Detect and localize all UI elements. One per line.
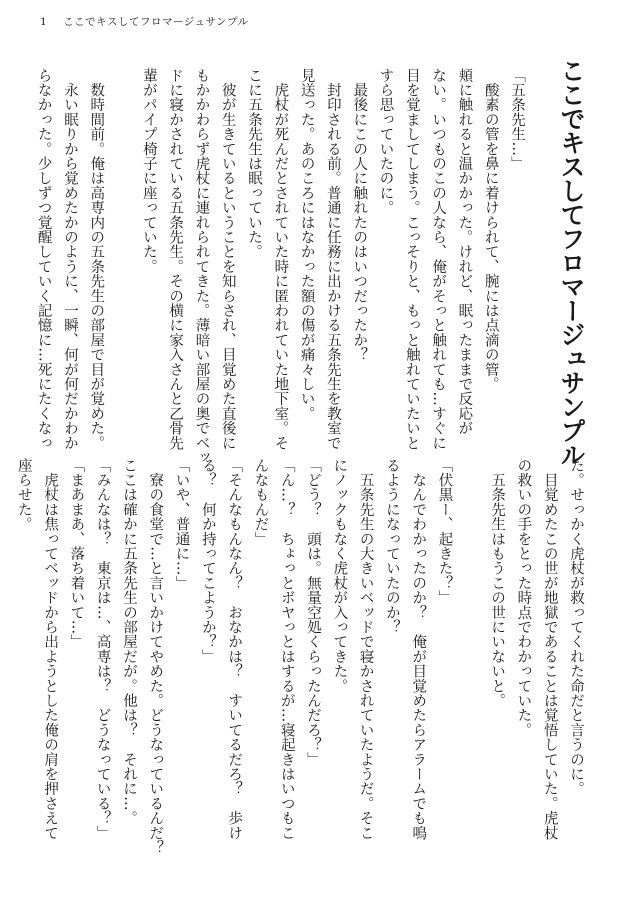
text-line: らなかった。少しずつ覚醒していく記憶に…死にたくなっ <box>35 68 52 451</box>
text-line: 輩がパイプ椅子に座っていた。 <box>140 68 157 274</box>
text-line: るようになっていたのか？ <box>383 458 400 635</box>
text-line: 虎杖が死んだとされていた時に匿われていた地下室。そ <box>272 68 289 451</box>
text-line: んなもんだ」 <box>252 458 269 547</box>
text-line: た。せっかく虎杖が救ってくれた命だと言うのに。 <box>568 458 584 797</box>
text-line: もかかわらず虎杖に連れられてきた。薄暗い部屋の奥でベッ <box>193 68 210 465</box>
text-line: の救いの手をとった時点でわかっていた。 <box>515 458 532 738</box>
text-line: ドに寝かされている五条先生。その横に家入さんと乙骨先 <box>167 68 184 451</box>
text-line: 「みんなは？ 東京は…、高専は？ どうなっている？」 <box>94 458 111 841</box>
text-line: 「そんなもんなん？ おなかは？ すいてるだろ？ 歩け <box>226 458 243 841</box>
text-line: 「ん…？ ちょっとボヤっとはするが…寝起きはいつもこ <box>278 458 295 841</box>
text-line: ない。いつものこの人なら、俺がそっと触れても…すぐに <box>430 68 447 451</box>
text-line: 虎杖は焦ってベッドから出ようとした俺の肩を押さえて <box>42 458 59 841</box>
page-number: 1 <box>40 16 48 28</box>
text-line: 頬に触れると温かかった。けれど、眠ったままで反応が <box>456 68 473 436</box>
text-line: すら思っていたのに。 <box>377 68 394 215</box>
text-line: 数時間前。俺は高専内の五条先生の部屋で目が覚めた。 <box>88 68 105 451</box>
blank-line <box>458 458 484 848</box>
text-line: 目覚めたこの世が地獄であることは覚悟していた。虎杖 <box>541 458 558 841</box>
text-line: 「五条先生…」 <box>509 68 525 171</box>
text-line: 永い眠りから覚めたかのように、一瞬、何が何だかわか <box>61 68 78 451</box>
text-line: こに五条先生は眠っていた。 <box>246 68 263 260</box>
text-line: ここは確かに五条先生の部屋だが。他は？ それに…。 <box>120 458 137 826</box>
text-line: 酸素の管を鼻に着けられて、腕には点滴の管。 <box>482 68 499 392</box>
text-line: 「伏黒ー、起きた？」 <box>436 458 453 605</box>
text-line: 見送った。あのころにはなかった額の傷が痛々しい。 <box>298 68 315 421</box>
text-line: 五条先生はもうこの世にいないと。 <box>489 458 506 708</box>
running-title: ここでキスしてフロマージュサンプル <box>63 16 249 28</box>
text-line: 座らせた。 <box>15 458 32 532</box>
text-line: る？ 何か持ってこようか？」 <box>199 458 216 664</box>
text-line: 「どう？ 頭は。無量空処くらったんだろ？」 <box>305 458 322 767</box>
text-line: 寮の食堂で…と言いかけてやめた。どうなっているんだ？ <box>147 458 164 855</box>
text-line: 最後にこの人に触れたのはいつだったか？ <box>351 68 368 362</box>
running-header <box>40 14 249 29</box>
body-text-upper <box>30 68 530 465</box>
text-line: 目を覚ましてしまう。こっそりと、もっと触れていたいと <box>403 68 420 451</box>
text-line: 封印される前。普通に任務に出かける五条先生を教室で <box>324 68 341 451</box>
text-line: 「まあまあ、落ち着いて…」 <box>68 458 85 650</box>
text-line: 「いや、普通に…」 <box>173 458 190 591</box>
text-line: にノックもなく虎杖が入ってきた。 <box>331 458 348 694</box>
chapter-title: ここでキスしてフロマージュサンプル <box>557 58 586 466</box>
text-line: なんでわかったのか？ 俺が目覚めたらアラームでも鳴 <box>410 458 427 841</box>
blank-line <box>109 68 135 458</box>
body-text-lower <box>10 458 589 855</box>
text-line: 彼が生きているということを知らされ、目覚めた直後に <box>219 68 236 451</box>
text-line: 五条先生の大きいベッドで寝かされていたようだ。そこ <box>357 458 374 841</box>
